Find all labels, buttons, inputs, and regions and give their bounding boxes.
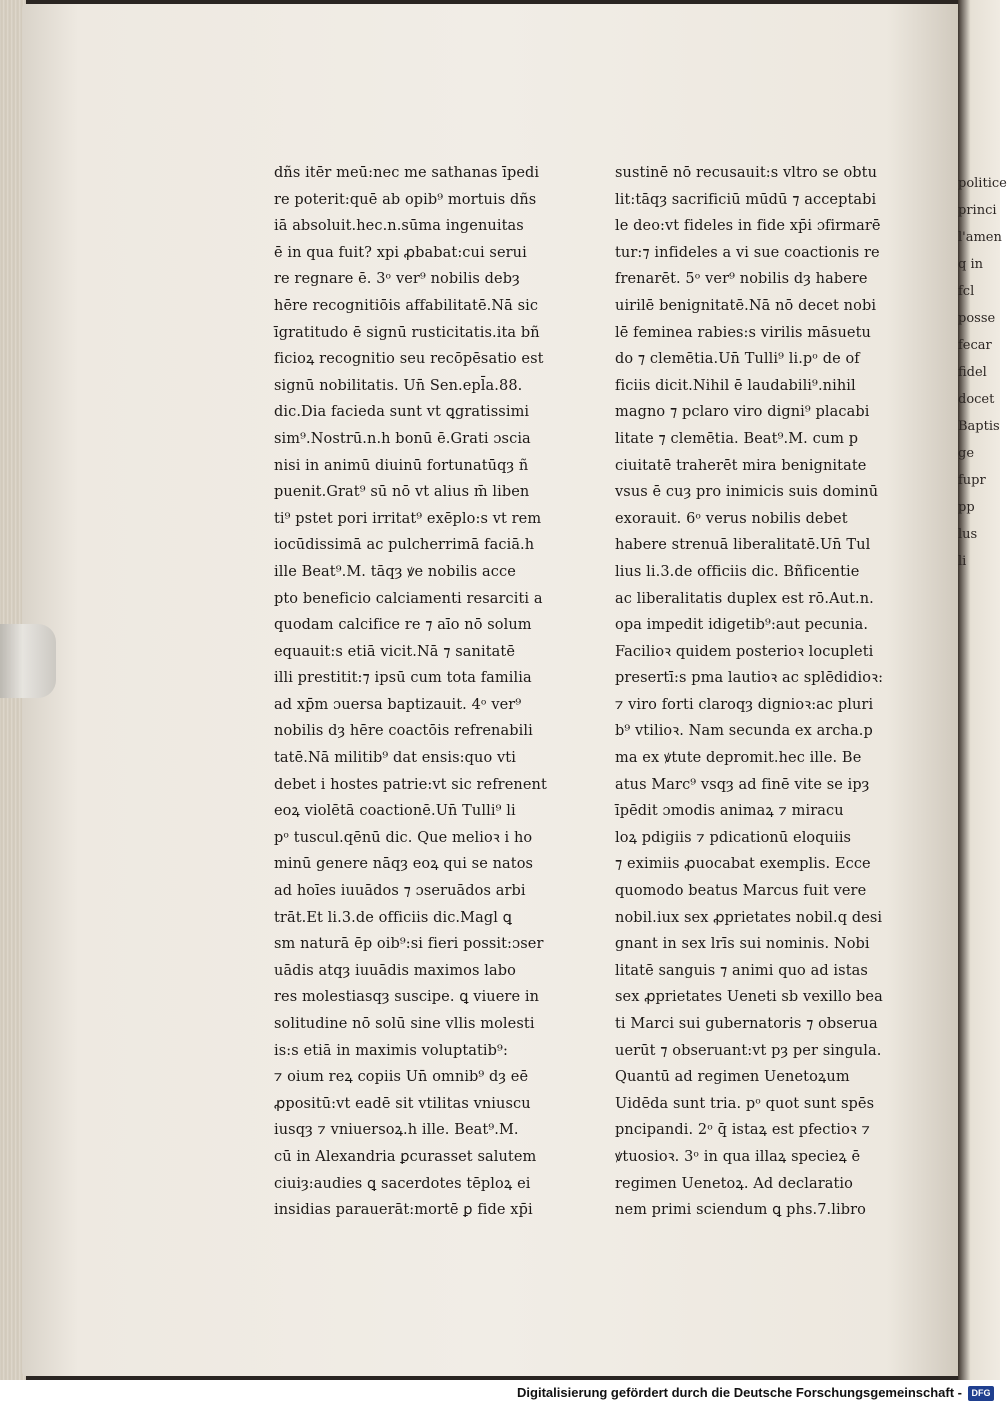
text-line: illi prestitit:⁊ ipsū cum tota familia: [274, 670, 532, 687]
text-line: tatē.Nā militib⁹ dat ensis:quo vti: [274, 750, 516, 767]
text-line: ille Beat⁹.M. tāqȝ ꝟe nobilis acce: [274, 563, 516, 580]
text-line: ficioꝝ recognitio seu recōpēsatio est: [274, 351, 544, 368]
text-line: quomodo beatus Marcus fuit vere: [615, 883, 867, 900]
text-line: trāt.Et li.3.de officiis dic.Magl ꝗ: [274, 909, 512, 926]
text-line: debet i hostes patrie:vt sic refrenent: [274, 776, 547, 793]
fragment-line: fecar: [958, 338, 992, 353]
text-line: presertī:s pma lautioꝛ ac splēdidioꝛ:: [615, 670, 884, 687]
text-line: re regnare ē. 3ᵒ ver⁹ nobilis debȝ: [274, 271, 520, 288]
text-line: ciuiȝ:audies ꝗ sacerdotes tēploꝝ ei: [274, 1175, 531, 1192]
fragment-line: fcl: [958, 284, 975, 299]
text-line: ac liberalitatis duplex est rō.Aut.n.: [615, 590, 874, 607]
text-line: ad xp̄m ɔuersa baptizauit. 4ᵒ ver⁹: [274, 696, 522, 713]
text-line: lit:tāqȝ sacrificiū mūdū ⁊ acceptabi: [615, 191, 877, 208]
fragment-line: l'amen: [958, 230, 1002, 245]
text-line: sm naturā ēp oib⁹:si fieri possit:ɔser: [274, 936, 544, 953]
text-line: lius li.3.de officiis dic. Bñficentie: [615, 563, 860, 580]
text-line: iusqȝ ⁊ vniuersoꝝ.h ille. Beat⁹.M.: [274, 1122, 519, 1139]
text-line: exorauit. 6ᵒ verus nobilis debet: [615, 510, 848, 527]
text-line: sim⁹.Nostrū.n.h bonū ē.Grati ɔscia: [274, 430, 531, 447]
text-line: uādis atqȝ iuuādis maximos labo: [274, 962, 516, 979]
text-line: ⁊ oium reꝝ copiis Un̄ omnib⁹ dȝ eē: [274, 1069, 529, 1086]
text-line: ciuitatē traherēt mira benignitate: [615, 457, 867, 474]
fragment-line: ge: [958, 446, 975, 461]
text-line: ma ex ꝟtute depromit.hec ille. Be: [615, 750, 862, 767]
dfg-logo: DFG: [968, 1386, 994, 1401]
text-line: nisi in animū diuinū fortunatūqȝ ñ: [274, 457, 529, 474]
fragment-line: docet: [958, 392, 995, 407]
book-page: [22, 4, 962, 1376]
fragment-line: lus: [958, 527, 978, 542]
text-line: ad hoīes iuuādos ⁊ ɔseruādos arbi: [274, 883, 526, 900]
text-line: īpēdit ɔmodis animaꝝ ⁊ miracu: [615, 803, 844, 820]
fragment-line: posse: [958, 311, 996, 326]
fragment-line: princi: [958, 203, 997, 218]
text-line: le deo:vt fideles in fide xp̄i ɔfirmarē: [615, 218, 881, 235]
text-line: nem primi sciendum ꝗ phs.7.libro: [615, 1202, 866, 1219]
text-line: do ⁊ clemētia.Un̄ Tulli⁹ li.pᵒ de of: [615, 351, 860, 368]
text-column-right: [615, 160, 915, 1224]
fragment-line: Baptis: [958, 419, 1000, 434]
text-line: iā absoluit.hec.n.sūma ingenuitas: [274, 218, 524, 235]
text-line: pᵒ tuscul.qēnū dic. Que melioꝛ i ho: [274, 829, 533, 846]
text-line: insidias parauerāt:mortē ꝑ fide xp̄i: [274, 1202, 533, 1219]
text-line: uerūt ⁊ obseruant:vt pȝ per singula.: [615, 1042, 882, 1059]
text-line: dñs itēr meū:nec me sathanas īpedi: [274, 165, 540, 181]
text-line: is:s etiā in maximis voluptatib⁹:: [274, 1042, 508, 1059]
text-line: quodam calcifice re ⁊ aīo nō solum: [274, 617, 532, 634]
fragment-line: fupr: [958, 473, 986, 488]
text-line: habere strenuā liberalitatē.Un̄ Tul: [615, 537, 871, 554]
dfg-credit: Digitalisierung gefördert durch die Deutsche Forschungsgemeinschaft -: [517, 1385, 962, 1400]
text-line: ⁊ viro forti claroqȝ dignioꝛ:ac pluri: [615, 696, 874, 713]
fragment-line: q in: [958, 257, 983, 272]
text-line: re poterit:quē ab opib⁹ mortuis dñs: [274, 191, 537, 208]
text-line: īgratitudo ē signū rusticitatis.ita bñ: [274, 324, 540, 341]
text-line: Facilioꝛ quidem posterioꝛ locupleti: [615, 643, 874, 660]
text-line: lē feminea rabies:s virilis māsuetu: [615, 324, 871, 341]
text-line: ē in qua fuit? xpi ꝓbabat:cui serui: [274, 244, 527, 261]
text-line: hēre recognitiōis affabilitatē.Nā sic: [274, 297, 539, 314]
text-line: puenit.Grat⁹ sū nō vt alius m̄ liben: [274, 484, 530, 501]
text-line: gnant in sex lrīs sui nominis. Nobi: [615, 936, 870, 953]
text-line: ficiis dicit.Nihil ē laudabili⁹.nihil: [615, 377, 856, 394]
text-line: frenarēt. 5ᵒ ver⁹ nobilis dȝ habere: [615, 271, 868, 288]
text-line: Quantū ad regimen Uenetoꝝum: [615, 1069, 850, 1086]
text-line: ꝓpositū:vt eadē sit vtilitas vniuscu: [274, 1095, 531, 1112]
text-line: ti Marci sui gubernatoris ⁊ obserua: [615, 1016, 878, 1032]
text-line: dic.Dia facieda sunt vt ꝗgratissimi: [274, 404, 530, 421]
text-line: sex ꝓprietates Ueneti sb vexillo bea: [615, 989, 883, 1006]
text-line: regimen Uenetoꝝ. Ad declaratio: [615, 1175, 853, 1192]
text-line: equauit:s etiā vicit.Nā ⁊ sanitatē: [274, 643, 516, 660]
text-line: magno ⁊ pclaro viro digni⁹ placabi: [615, 404, 870, 421]
text-line: minū genere nāqȝ eoꝝ qui se natos: [274, 856, 534, 873]
text-line: signū nobilitatis. Un̄ Sen.epl̄a.88.: [274, 377, 523, 394]
text-line: sustinē nō recusauit:s vltro se obtu: [615, 165, 878, 181]
footer-bar: [0, 1380, 1000, 1406]
text-column-left: [274, 160, 574, 1224]
text-line: solitudine nō solū sine vllis molesti: [274, 1016, 535, 1032]
text-line: res molestiasqȝ suscipe. ꝗ viuere in: [274, 989, 540, 1006]
adjacent-page: [958, 0, 1007, 1380]
page-clip: [0, 624, 56, 698]
text-line: eoꝝ violētā coactionē.Un̄ Tulli⁹ li: [274, 803, 516, 820]
text-line: Uidēda sunt tria. pᵒ quot sunt spēs: [615, 1095, 875, 1112]
text-line: loꝝ pdigiis ⁊ pdicationū eloquiis: [615, 829, 852, 846]
text-line: b⁹ vtilioꝛ. Nam secunda ex archa.p: [615, 723, 873, 740]
text-line: cū in Alexandria ꝑcurasset salutem: [274, 1148, 537, 1165]
text-line: atus Marc⁹ vsqȝ ad finē vite se ipȝ: [615, 776, 870, 793]
text-line: pto beneficio calciamenti resarciti a: [274, 590, 543, 607]
text-line: ⁊ eximiis ꝓuocabat exemplis. Ecce: [615, 856, 871, 873]
text-line: pncipandi. 2ᵒ q̄ istaꝝ est pfectioꝛ ⁊: [615, 1122, 871, 1139]
fragment-line: politice: [958, 176, 1007, 191]
text-line: iocūdissimā ac pulcherrimā faciā.h: [274, 537, 535, 554]
fragment-line: fidel: [958, 365, 987, 380]
text-line: nobil.iux sex ꝓprietates nobil.q desi: [615, 909, 883, 926]
text-line: opa impedit idigetib⁹:aut pecunia.: [615, 617, 869, 634]
fragment-line: li: [958, 554, 967, 569]
text-line: vsus ē cuȝ pro inimicis suis dominū: [615, 484, 879, 501]
adjacent-page-text: [958, 170, 1007, 575]
text-line: litatē sanguis ⁊ animi quo ad istas: [615, 962, 868, 979]
text-line: ꝟtuosioꝛ. 3ᵒ in qua illaꝝ specieꝝ ē: [615, 1148, 861, 1165]
fragment-line: pp: [958, 500, 975, 515]
text-line: nobilis dȝ hēre coactōis refrenabili: [274, 723, 533, 740]
text-line: ti⁹ pstet pori irritat⁹ exēplo:s vt rem: [274, 510, 542, 527]
text-line: uirilē benignitatē.Nā nō decet nobi: [615, 297, 877, 314]
text-line: tur:⁊ infideles a vi sue coactionis re: [615, 244, 880, 261]
text-line: litate ⁊ clemētia. Beat⁹.M. cum p: [615, 430, 859, 447]
